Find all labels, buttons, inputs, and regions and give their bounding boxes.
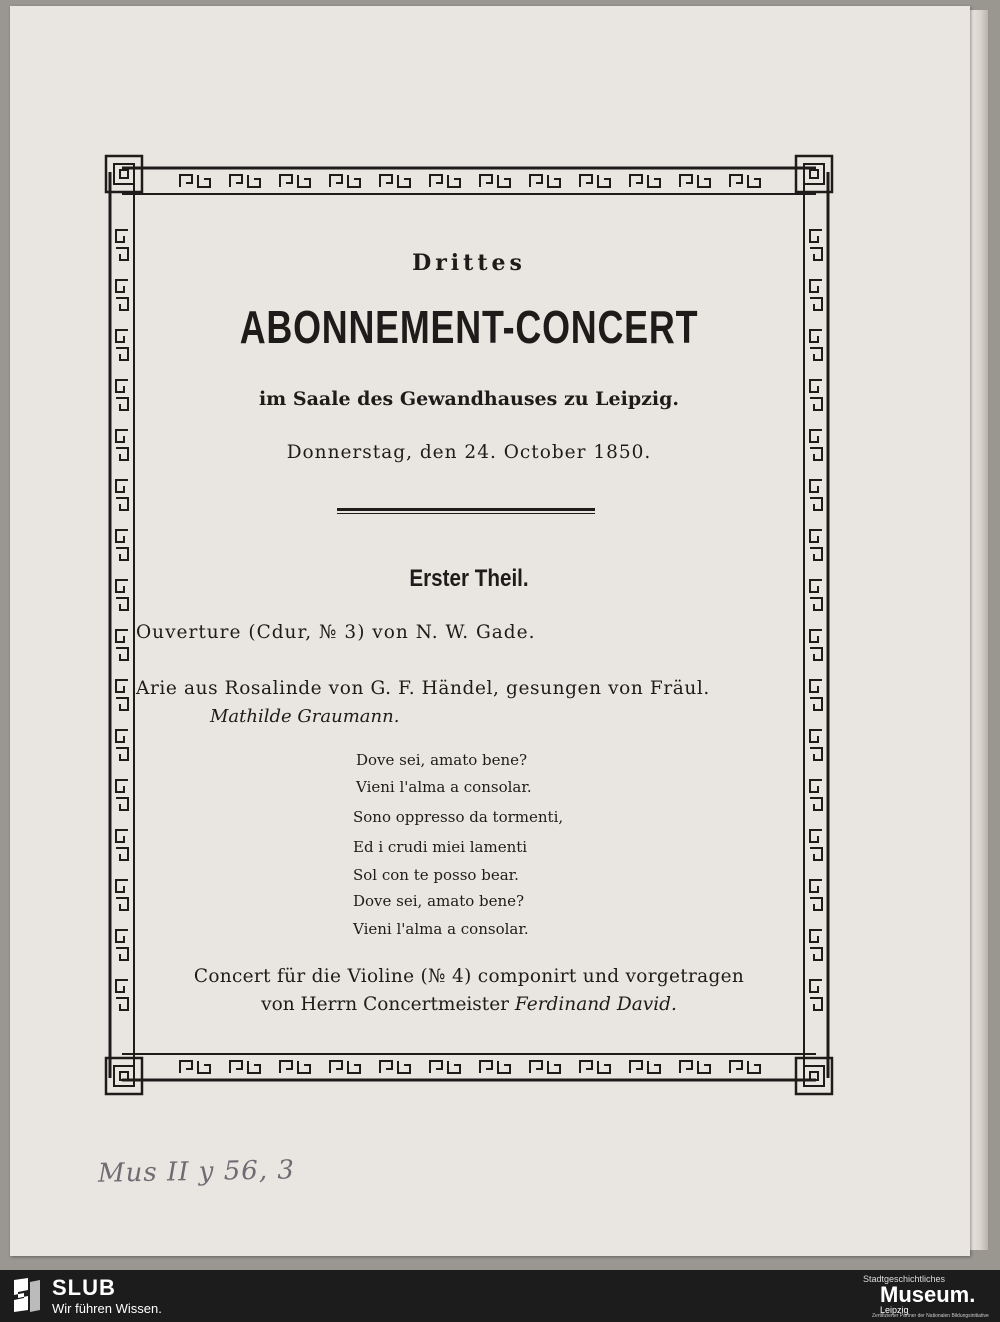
- program-item-overture: Ouverture (Cdur, № 3) von N. W. Gade.: [136, 622, 536, 643]
- verse-line: Ed i crudi miei lamenti: [353, 838, 528, 856]
- soloist-name: Ferdinand David.: [514, 994, 677, 1015]
- verse-line: Sol con te posso bear.: [353, 866, 519, 884]
- date-line: Donnerstag, den 24. October 1850.: [286, 442, 652, 463]
- slub-name: SLUB: [52, 1275, 116, 1300]
- program-item-aria-singer: Mathilde Graumann.: [210, 706, 400, 727]
- program-item-aria: Arie aus Rosalinde von G. F. Händel, gesungen von Fräul.: [136, 678, 710, 699]
- heading-drittes: Drittes: [412, 250, 526, 276]
- program-item-violin-concert: Concert für die Violine (№ 4) componirt und vorgetragen: [193, 966, 745, 987]
- slub-logo-icon: [8, 1276, 46, 1316]
- divider-thick: [337, 508, 595, 511]
- museum-label-small: Stadtgeschichtliches: [863, 1274, 946, 1284]
- museum-city: Leipzig: [880, 1305, 909, 1315]
- venue-line: im Saale des Gewandhauses zu Leipzig.: [258, 388, 680, 410]
- museum-partner-note: Zertifizierter Partner der Nationalen Bildungsinitiative: [872, 1313, 989, 1319]
- soloist-prefix: von Herrn Concertmeister: [261, 994, 510, 1015]
- heading-abonnement-concert: ABONNEMENT-CONCERT: [239, 301, 699, 353]
- verse-line: Vieni l'alma a consolar.: [353, 920, 529, 938]
- slub-tagline: Wir führen Wissen.: [52, 1301, 162, 1316]
- verse-line: Vieni l'alma a consolar.: [356, 778, 532, 796]
- museum-label: Museum.: [880, 1282, 976, 1307]
- verse-line: Dove sei, amato bene?: [356, 751, 528, 769]
- verse-line: Sono oppresso da tormenti,: [353, 808, 564, 826]
- divider-thin: [337, 513, 595, 514]
- part-title: Erster Theil.: [409, 565, 529, 592]
- program-item-violin-soloist: [134, 994, 804, 1015]
- verse-line: Dove sei, amato bene?: [353, 892, 525, 910]
- handwritten-shelfmark: Mus II y 56, 3: [97, 1155, 296, 1189]
